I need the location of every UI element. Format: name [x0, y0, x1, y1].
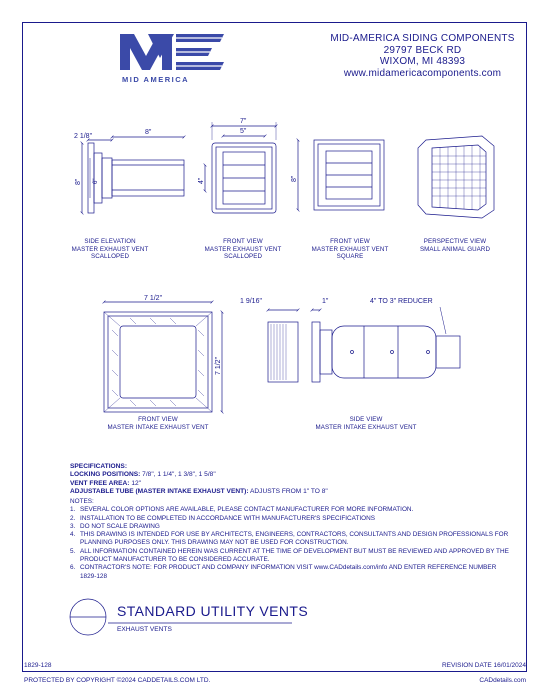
note-item: 2. INSTALLATION TO BE COMPLETED IN ACCORDANCE WITH MANUFACTURER'S SPECIFICATIONS	[70, 514, 375, 522]
footer-revision: REVISION DATE 16/01/2024	[441, 662, 526, 669]
dim-side-length: 8"	[145, 129, 152, 136]
footer-reference: 1829-128	[24, 662, 52, 669]
caption-side-elevation: SIDE ELEVATION MASTER EXHAUST VENT SCALLOPED	[71, 238, 149, 261]
caption-side-intake: SIDE VIEW MASTER INTAKE EXHAUST VENT	[315, 416, 417, 431]
reducer-label: 4" TO 3" REDUCER	[370, 298, 433, 305]
perspective-guard-drawing	[418, 136, 494, 218]
notes	[70, 498, 510, 581]
specs-heading: SPECIFICATIONS:	[70, 463, 128, 470]
dim-side-inner: 6"	[93, 178, 99, 184]
dim-front-square-height: 8"	[291, 175, 298, 182]
dim-side-intake-depth: 1 9/16"	[240, 298, 262, 305]
dim-side-intake-flange: 1"	[322, 298, 329, 305]
dim-front-scalloped-width: 7"	[240, 118, 247, 125]
front-intake-drawing	[104, 302, 222, 412]
company-website[interactable]: www.midamericacomponents.com	[343, 67, 502, 79]
front-scalloped-drawing	[205, 122, 276, 213]
caption-front-intake: FRONT VIEW MASTER INTAKE EXHAUST VENT	[107, 416, 209, 431]
logo-wordmark: MID AMERICA	[122, 75, 190, 84]
note-item: 5. ALL INFORMATION CONTAINED HEREIN WAS CURRENT AT THE TIME OF DEVELOPMENT BUT MUST BE REVIEWED AND APPROVED BY THE PRODUCT MANUFACTURER TO BE CONSIDERED ACCURATE.	[70, 547, 509, 564]
note-item: 4. THIS DRAWING IS INTENDED FOR USE BY ARCHITECTS, ENGINEERS, CONTRACTORS, CONSULTANTS AND DESIGN PROFESSIONALS FOR PLANNING PURPOSES ONLY. THIS DRAWING MAY NOT BE USED FOR CONSTRUCTION.	[70, 531, 509, 547]
note-item: 3. DO NOT SCALE DRAWING	[70, 522, 160, 530]
caption-front-square: FRONT VIEW MASTER EXHAUST VENT SQUARE	[311, 238, 389, 261]
notes-heading: NOTES:	[70, 498, 94, 505]
spec-row: VENT FREE AREA: 12"	[70, 479, 141, 487]
footer-site[interactable]: CADdetails.com	[479, 677, 526, 684]
dim-intake-width: 7 1/2"	[144, 295, 163, 302]
caption-perspective: PERSPECTIVE VIEW SMALL ANIMAL GUARD	[419, 238, 491, 253]
company-name: MID-AMERICA SIDING COMPONENTS	[330, 33, 515, 44]
dim-side-height: 8"	[75, 178, 82, 185]
side-intake-drawing	[268, 307, 460, 382]
caption-front-scalloped: FRONT VIEW MASTER EXHAUST VENT SCALLOPED	[204, 238, 282, 261]
dim-side-flange: 2 1/8"	[74, 133, 93, 140]
drawing-subtitle: EXHAUST VENTS	[117, 626, 172, 633]
company-city: WIXOM, MI 48393	[379, 56, 466, 67]
note-item: 1. SEVERAL COLOR OPTIONS ARE AVAILABLE, PLEASE CONTACT MANUFACTURER FOR MORE INFORMATION.	[70, 506, 414, 514]
footer-copyright: PROTECTED BY COPYRIGHT ©2024 CADDETAILS.COM LTD.	[24, 677, 211, 684]
side-elevation-drawing	[82, 137, 184, 213]
dim-intake-height: 7 1/2"	[215, 356, 222, 375]
note-item: 6. CONTRACTOR'S NOTE: FOR PRODUCT AND COMPANY INFORMATION VISIT www.CADdetails.com/info AND ENTER REFERENCE NUMBER 1829-128	[70, 564, 497, 580]
specifications	[70, 463, 490, 496]
dim-front-scalloped-inner: 5"	[240, 128, 247, 135]
drawing-title: STANDARD UTILITY VENTS	[117, 603, 309, 619]
front-square-drawing	[298, 140, 384, 210]
company-address: 29797 BECK RD	[383, 44, 462, 56]
spec-row: ADJUSTABLE TUBE (MASTER INTAKE EXHAUST VENT): ADJUSTS FROM 1" TO 8"	[70, 487, 328, 495]
spec-row: LOCKING POSITIONS: 7/8", 1 1/4", 1 3/8", 1 5/8"	[70, 471, 216, 479]
dim-front-scalloped-louver: 4"	[198, 177, 205, 184]
